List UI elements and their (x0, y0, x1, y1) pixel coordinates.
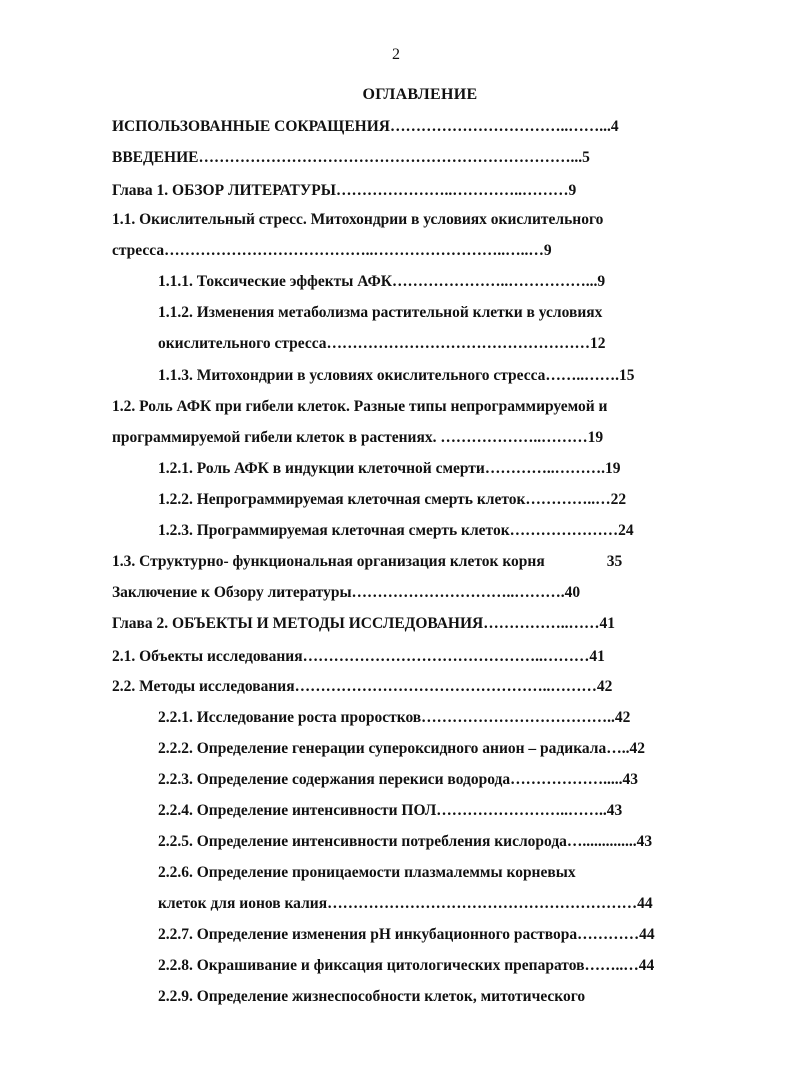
page-number: 2 (392, 46, 400, 63)
toc-entry-2-2: 2.2. Методы исследования…………………………………………..………42 (112, 678, 613, 695)
toc-entry-1-2-2: 1.2.2. Непрограммируемая клеточная смерть клеток…………..…22 (158, 491, 627, 508)
toc-entry-2-2-4: 2.2.4. Определение интенсивности ПОЛ……………………..……..43 (158, 802, 623, 819)
toc-entry-1-2-3: 1.2.3. Программируемая клеточная смерть клеток…………………24 (158, 522, 634, 539)
toc-entry-1-1: 1.1. Окислительный стресс. Митохондрии в условиях окислительного (112, 211, 604, 228)
toc-entry-1-2-1: 1.2.1. Роль АФК в индукции клеточной смерти…………..……….19 (158, 460, 621, 477)
toc-title: ОГЛАВЛЕНИЕ (362, 86, 478, 103)
toc-entry-2-1: 2.1. Объекты исследования………………………………………..………41 (112, 648, 605, 665)
toc-entry-1-1-3: 1.1.3. Митохондрии в условиях окислительного стресса……..…….15 (158, 367, 635, 384)
toc-entry-1-1-1: 1.1.1. Токсические эффекты АФК…………………..……………...9 (158, 273, 606, 290)
toc-entry-introduction: ВВЕДЕНИЕ………………………………………………………………...5 (112, 149, 590, 166)
toc-entry-abbreviations: ИСПОЛЬЗОВАННЫЕ СОКРАЩЕНИЯ……………………………..……...4 (112, 118, 619, 135)
toc-entry-chapter-1: Глава 1. ОБЗОР ЛИТЕРАТУРЫ…………………..…………..………9 (112, 182, 577, 199)
toc-entry-2-2-1: 2.2.1. Исследование роста проростков………………………………..42 (158, 709, 631, 726)
toc-entry-1-1-2: 1.1.2. Изменения метаболизма растительной клетки в условиях (158, 304, 603, 321)
toc-entry-2-2-5: 2.2.5. Определение интенсивности потребления кислорода…..............43 (158, 833, 653, 850)
toc-entry-conclusion: Заключение к Обзору литературы…………………………..……….40 (112, 584, 581, 601)
toc-entry-2-2-6: 2.2.6. Определение проницаемости плазмалеммы корневых (158, 864, 576, 881)
toc-entry-1-1-2-cont: окислительного стресса……………………………………………12 (158, 335, 606, 352)
toc-entry-2-2-8: 2.2.8. Окрашивание и фиксация цитологических препаратов……..…44 (158, 957, 655, 974)
toc-entry-chapter-2: Глава 2. ОБЪЕКТЫ И МЕТОДЫ ИССЛЕДОВАНИЯ……………..……41 (112, 615, 615, 632)
toc-entry-2-2-7: 2.2.7. Определение изменения pH инкубационного раствора…………44 (158, 926, 655, 943)
toc-entry-1-3: 1.3. Структурно- функциональная организация клеток корня 35 (112, 553, 623, 570)
toc-entry-1-2-cont: программируемой гибели клеток в растениях. ………………..………19 (112, 429, 604, 446)
toc-entry-2-2-9: 2.2.9. Определение жизнеспособности клеток, митотического (158, 988, 586, 1005)
toc-entry-2-2-6-cont: клеток для ионов калия……………………………………………………44 (158, 895, 653, 912)
toc-entry-2-2-2: 2.2.2. Определение генерации супероксидного анион – радикала…..42 (158, 740, 645, 757)
toc-entry-1-2: 1.2. Роль АФК при гибели клеток. Разные типы непрограммируемой и (112, 398, 608, 415)
toc-entry-2-2-3: 2.2.3. Определение содержания перекиси водорода……………….....43 (158, 771, 638, 788)
toc-entry-1-1-cont: стресса…………………………………..……………………..…..…9 (112, 242, 552, 259)
